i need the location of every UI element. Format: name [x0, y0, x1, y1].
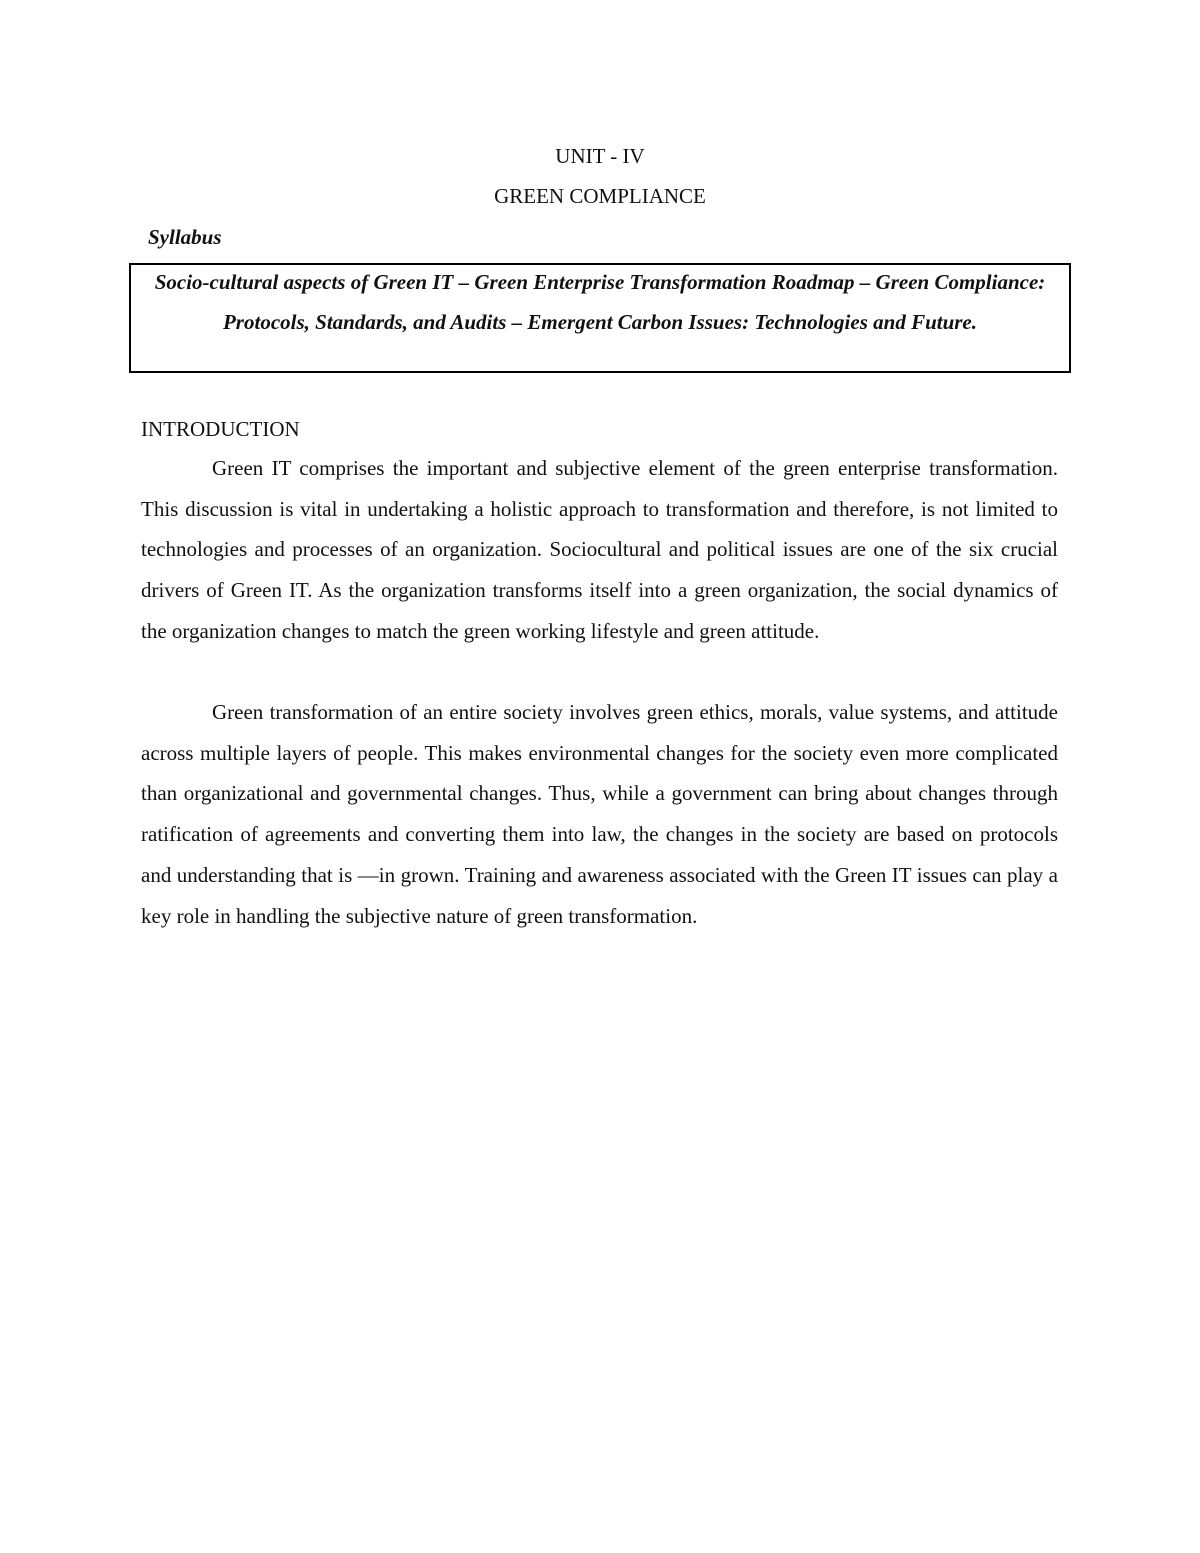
body-paragraph: Green IT comprises the important and subjective element of the green enterprise transformation. This discussion is vital in undertaking a holistic approach to transformation and therefore, is not limited to technologies and processes of an organization. Sociocultural and political issues are one of the six crucial drivers of Green IT. As the organization transforms itself into a green organization, the social dynamics of the organization changes to match the green working lifestyle and green attitude. — [141, 456, 1058, 643]
body-paragraph: Green transformation of an entire society involves green ethics, morals, value systems, and attitude across multiple layers of people. This makes environmental changes for the society even more complicated than organizational and governmental changes. Thus, while a government can bring about changes through ratification of agreements and converting them into law, the changes in the society are based on protocols and understanding that is ―in grown. Training and awareness associated with the Green IT issues can play a key role in handling the subjective nature of green transformation. — [141, 700, 1058, 928]
syllabus-label: Syllabus — [148, 225, 222, 249]
introduction-heading: INTRODUCTION — [141, 417, 300, 441]
unit-title: UNIT - IV — [555, 144, 645, 168]
syllabus-text: Socio-cultural aspects of Green IT – Green Enterprise Transformation Roadmap – Green Compliance: Protocols, Standards, and Audits – Emergent Carbon Issues: Technologies and Future. — [154, 270, 1046, 334]
chapter-title: GREEN COMPLIANCE — [494, 184, 706, 208]
syllabus-box — [129, 263, 1071, 373]
